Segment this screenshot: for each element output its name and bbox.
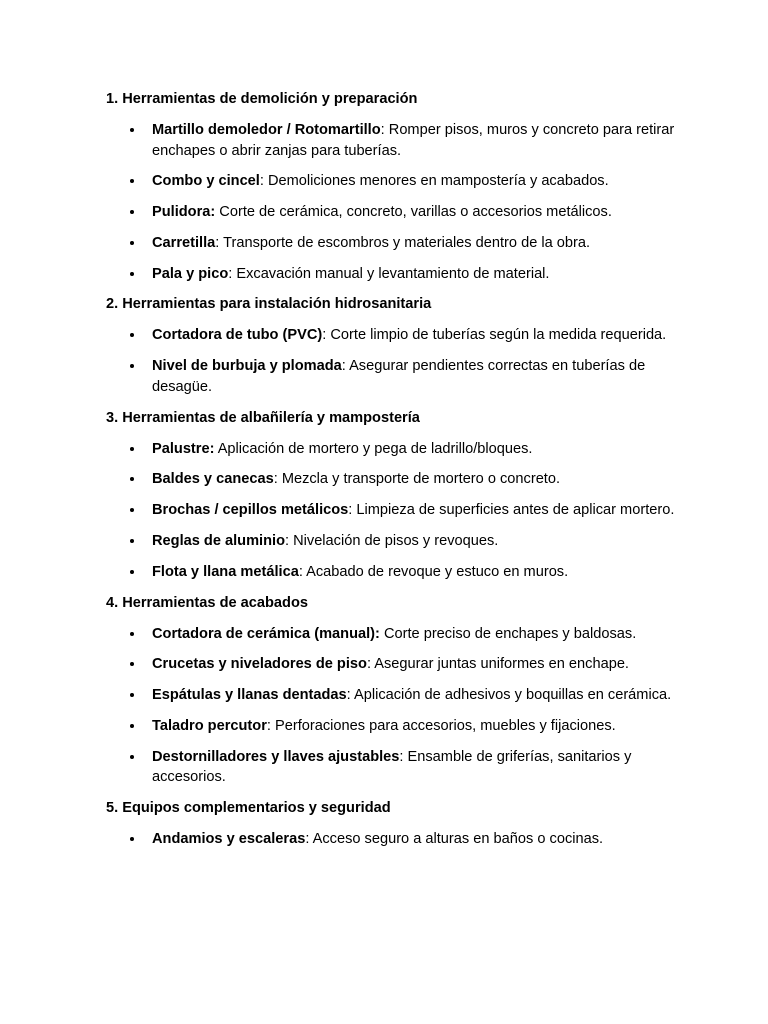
item-term: Brochas / cepillos metálicos (152, 502, 349, 519)
bullet-icon (130, 693, 134, 697)
bullet-icon (130, 539, 134, 543)
section-heading: 2. Herramientas para instalación hidrosanitaria (106, 296, 432, 313)
list-item (106, 469, 676, 490)
bullet-icon (130, 632, 134, 636)
list-item (106, 531, 676, 552)
bullet-icon (130, 837, 134, 841)
bullet-list (106, 325, 676, 397)
item-description: Romper pisos, muros y concreto para retirar enchapes o abrir zanjas para tuberías. (152, 122, 675, 159)
document-body (106, 89, 676, 860)
bullet-icon (130, 508, 134, 512)
item-separator: : (366, 656, 371, 673)
item-description: Limpieza de superficies antes de aplicar mortero. (352, 502, 675, 519)
item-description: Perforaciones para accesorios, muebles y fijaciones. (270, 717, 616, 734)
list-item (106, 747, 676, 788)
item-separator: : (273, 471, 278, 488)
bullet-icon (130, 179, 134, 183)
item-description: Aplicación de adhesivos y boquillas en cerámica. (350, 687, 672, 704)
item-separator: : (266, 717, 271, 734)
bullet-icon (130, 272, 134, 276)
bullet-icon (130, 447, 134, 451)
item-separator: : (215, 234, 220, 251)
list-item (106, 562, 676, 583)
item-separator: : (346, 687, 351, 704)
bullet-icon (130, 477, 134, 481)
list-item (106, 120, 676, 161)
list-item (106, 500, 676, 521)
section-heading: 5. Equipos complementarios y seguridad (106, 800, 391, 817)
list-item (106, 624, 676, 645)
item-term: Destornilladores y llaves ajustables (152, 748, 400, 765)
list-item (106, 264, 676, 285)
bullet-icon (130, 333, 134, 337)
item-description: Transporte de escombros y materiales dentro de la obra. (219, 234, 591, 251)
list-item (106, 654, 676, 675)
item-description: Acabado de revoque y estuco en muros. (302, 563, 569, 580)
item-term: Espátulas y llanas dentadas (152, 687, 347, 704)
list-item (106, 439, 676, 460)
item-description: Corte limpio de tuberías según la medida requerida. (326, 327, 667, 344)
item-separator: : (341, 358, 346, 375)
bullet-list (106, 439, 676, 583)
list-item (106, 233, 676, 254)
bullet-icon (130, 570, 134, 574)
item-term: Cortadora de cerámica (manual): (152, 625, 380, 642)
item-term: Martillo demoledor / Rotomartillo (152, 122, 381, 138)
section (106, 408, 676, 583)
item-description: Corte preciso de enchapes y baldosas. (379, 625, 637, 642)
bullet-icon (130, 364, 134, 368)
item-separator: : (380, 122, 385, 138)
bullet-list (106, 120, 676, 284)
list-item (106, 171, 676, 192)
item-separator: : (259, 173, 264, 190)
list-item (106, 356, 676, 397)
item-description: Asegurar juntas uniformes en enchape. (371, 656, 629, 673)
bullet-icon (130, 128, 134, 132)
item-separator: : (285, 532, 290, 549)
item-separator: : (305, 831, 310, 848)
item-term: Taladro percutor (152, 717, 267, 734)
item-term: Cortadora de tubo (PVC) (152, 327, 323, 344)
item-description: Excavación manual y levantamiento de material. (232, 265, 550, 282)
item-description: Nivelación de pisos y revoques. (289, 532, 499, 549)
bullet-list (106, 624, 676, 788)
item-term: Reglas de aluminio (152, 532, 285, 549)
item-description: Ensamble de griferías, sanitarios y accesorios. (152, 748, 632, 786)
item-term: Nivel de burbuja y plomada (152, 358, 342, 375)
item-description: Aplicación de mortero y pega de ladrillo/bloques. (214, 440, 533, 457)
item-term: Pulidora: (152, 204, 216, 221)
list-item (106, 716, 676, 737)
bullet-icon (130, 724, 134, 728)
item-description: Demoliciones menores en mampostería y acabados. (263, 173, 609, 190)
item-separator: : (322, 327, 327, 344)
item-term: Pala y pico (152, 265, 229, 282)
list-item (106, 202, 676, 223)
item-term: Flota y llana metálica (152, 563, 299, 580)
section-heading: 3. Herramientas de albañilería y mampostería (106, 409, 420, 426)
item-separator: : (399, 748, 404, 765)
item-description: Corte de cerámica, concreto, varillas o accesorios metálicos. (215, 204, 612, 221)
list-item (106, 325, 676, 346)
section (106, 593, 676, 788)
section-heading: 1. Herramientas de demolición y preparación (106, 91, 418, 107)
bullet-icon (130, 241, 134, 245)
section (106, 798, 676, 850)
section (106, 294, 676, 397)
list-item (106, 829, 676, 850)
item-separator: : (228, 265, 233, 282)
bullet-icon (130, 210, 134, 214)
list-item (106, 685, 676, 706)
item-term: Palustre: (152, 440, 215, 457)
item-term: Combo y cincel (152, 173, 260, 190)
item-description: Asegurar pendientes correctas en tuberías de desagüe. (152, 358, 646, 395)
bullet-list (106, 829, 676, 850)
item-term: Crucetas y niveladores de piso (152, 656, 367, 673)
item-separator: : (348, 502, 353, 519)
section-heading: 4. Herramientas de acabados (106, 594, 308, 611)
item-term: Andamios y escaleras (152, 831, 306, 848)
item-term: Baldes y canecas (152, 471, 274, 488)
bullet-icon (130, 662, 134, 666)
item-separator: : (298, 563, 303, 580)
bullet-icon (130, 755, 134, 759)
section (106, 89, 676, 284)
item-term: Carretilla (152, 234, 216, 251)
item-description: Mezcla y transporte de mortero o concreto. (277, 471, 561, 488)
item-description: Acceso seguro a alturas en baños o cocinas. (309, 831, 604, 848)
